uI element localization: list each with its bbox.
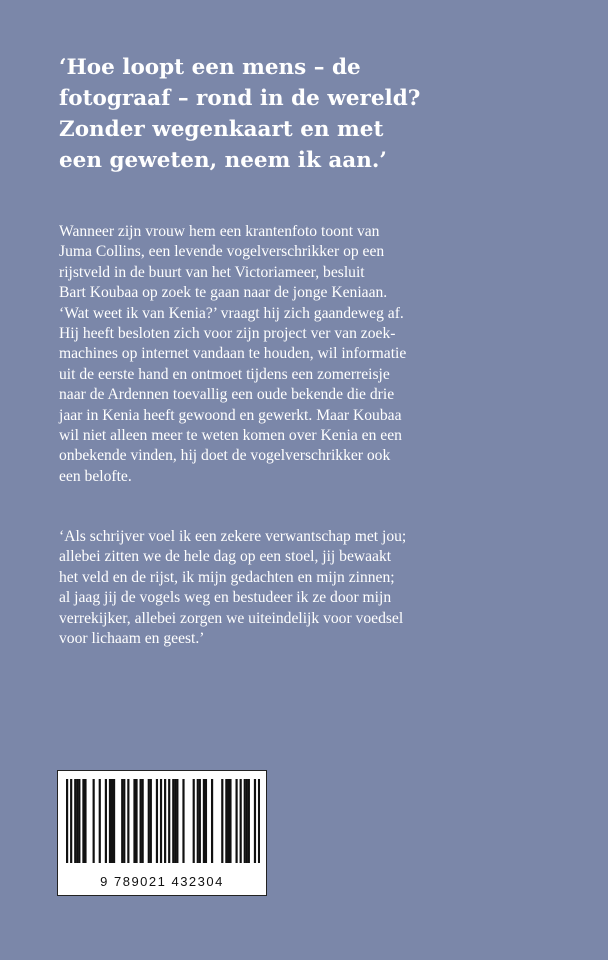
blurb-line: naar de Ardennen toevallig een oude bekende die drie xyxy=(59,386,395,404)
blurb-line: rijstveld in de buurt van het Victoriameer, besluit xyxy=(59,263,365,281)
barcode-bar xyxy=(244,779,246,863)
closing-line: verrekijker, allebei zorgen we uiteindelijk voor voedsel xyxy=(59,609,404,627)
barcode-bar xyxy=(142,779,144,863)
blurb-line: uit de eerste hand en ontmoet tijdens een zomerreisje xyxy=(59,365,390,383)
quote-heading xyxy=(59,52,589,176)
barcode-bar xyxy=(78,779,80,863)
blurb-line: jaar in Kenia heeft gewoond en gewerkt. Maar Koubaa xyxy=(59,406,402,424)
closing-line: voor lichaam en geest.’ xyxy=(59,630,205,648)
barcode-bar xyxy=(254,779,256,863)
blurb-paragraph xyxy=(59,222,599,487)
barcode-bar xyxy=(211,779,213,863)
barcode-bar xyxy=(199,779,201,863)
barcode-bar xyxy=(99,779,101,863)
barcode-bar xyxy=(150,779,152,863)
barcode-bar xyxy=(205,779,207,863)
blurb-line: Wanneer zijn vrouw hem een krantenfoto toont van xyxy=(59,223,380,240)
barcode-bar xyxy=(235,779,237,863)
barcode-bar xyxy=(225,779,227,863)
barcode-bar xyxy=(203,779,205,863)
barcode-bar xyxy=(172,779,174,863)
barcode-bar xyxy=(76,779,78,863)
barcode-bar xyxy=(70,779,72,863)
barcode-bar xyxy=(84,779,86,863)
barcode-bar xyxy=(123,779,125,863)
barcode-bar xyxy=(193,779,195,863)
barcode-bar xyxy=(82,779,84,863)
closing-line: het veld en de rijst, ik mijn gedachten en mijn zinnen; xyxy=(59,568,395,586)
barcode-bar xyxy=(109,779,111,863)
closing-line: ‘Als schrijver voel ik een zekere verwantschap met jou; xyxy=(59,528,407,545)
closing-line: allebei zitten we de hele dag op een stoel, jij bewaakt xyxy=(59,548,392,566)
barcode-bar xyxy=(148,779,150,863)
barcode-bar xyxy=(246,779,248,863)
barcode-bar xyxy=(229,779,231,863)
heading-line: Zonder wegenkaart en met xyxy=(59,117,384,142)
barcode-bars xyxy=(66,779,260,863)
heading-line: een geweten, neem ik aan.’ xyxy=(59,148,387,173)
barcode-bar xyxy=(160,779,162,863)
blurb-line: Hij heeft besloten zich voor zijn project ver van zoek- xyxy=(59,325,396,343)
barcode-bar xyxy=(135,779,137,863)
barcode-bar xyxy=(248,779,250,863)
barcode-bar xyxy=(93,779,95,863)
barcode-bar xyxy=(174,779,176,863)
blurb-line: machines op internet vandaan te houden, wil informatie xyxy=(59,345,407,363)
blurb-line: onbekende vinden, hij doet de vogelverschrikker ook xyxy=(59,447,391,465)
heading-line: fotograaf – rond in de wereld? xyxy=(59,86,421,111)
blurb-line: Bart Koubaa op zoek te gaan naar de jonge Keniaan. xyxy=(59,284,388,302)
barcode-bar xyxy=(168,779,170,863)
blurb-line: ‘Wat weet ik van Kenia?’ vraagt hij zich gaandeweg af. xyxy=(59,304,404,322)
barcode-bar xyxy=(197,779,199,863)
blurb-line: wil niet alleen meer te weten komen over Kenia en een xyxy=(59,427,402,445)
barcode-bar xyxy=(66,779,68,863)
barcode-bar xyxy=(156,779,158,863)
barcode-bar xyxy=(133,779,135,863)
heading-line: ‘Hoe loopt een mens – de xyxy=(59,55,361,80)
barcode-bar xyxy=(74,779,76,863)
barcode-bar xyxy=(113,779,115,863)
blurb-line: een belofte. xyxy=(59,467,132,485)
barcode-bar xyxy=(127,779,129,863)
barcode-bar xyxy=(111,779,113,863)
barcode-bar xyxy=(182,779,184,863)
barcode-bar xyxy=(121,779,123,863)
closing-quote-paragraph xyxy=(59,527,599,649)
barcode-bar xyxy=(258,779,260,863)
barcode-bar xyxy=(105,779,107,863)
barcode-bar xyxy=(164,779,166,863)
barcode-bar xyxy=(227,779,229,863)
closing-line: al jaag jij de vogels weg en bestudeer ik ze door mijn xyxy=(59,589,392,607)
barcode-bar xyxy=(140,779,142,863)
barcode-bar xyxy=(176,779,178,863)
barcode-bar xyxy=(221,779,223,863)
isbn-barcode xyxy=(57,770,267,896)
isbn-number: 9 789021 432304 xyxy=(100,874,224,889)
blurb-line: Juma Collins, een levende vogelverschrikker op een xyxy=(59,243,385,261)
barcode-bar xyxy=(240,779,242,863)
